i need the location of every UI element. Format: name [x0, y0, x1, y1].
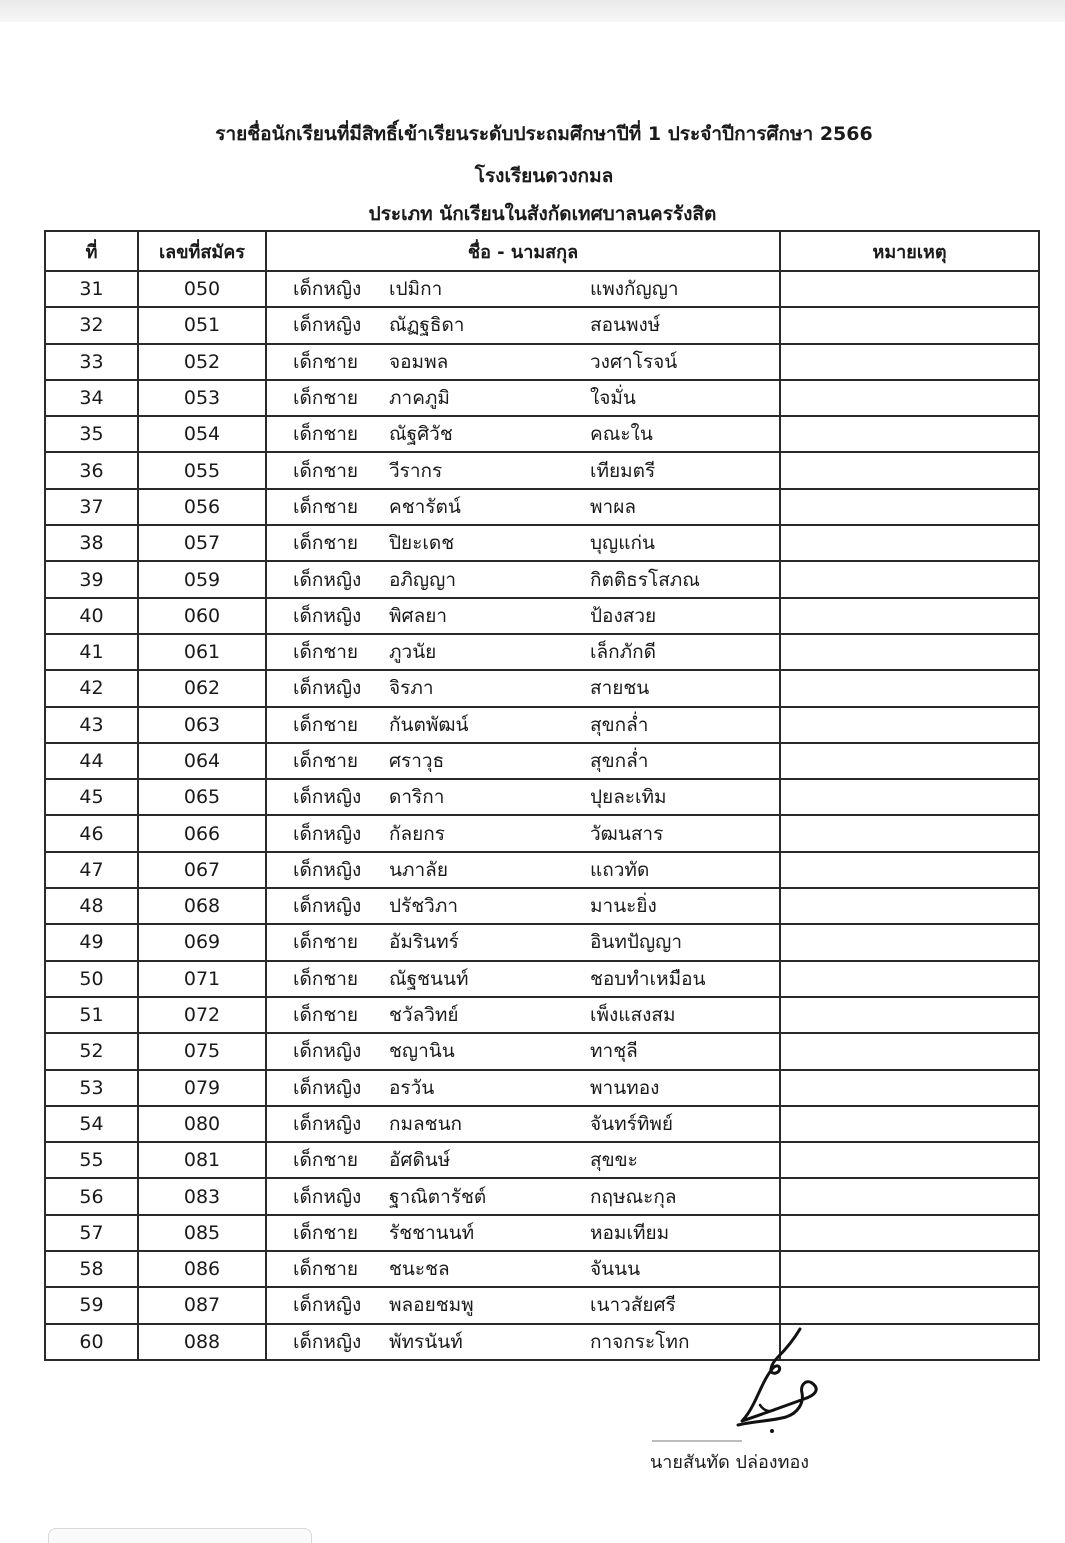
- last-name: กาจกระโทก: [590, 1330, 690, 1353]
- row-number: 59: [45, 1287, 138, 1323]
- student-name: [266, 743, 780, 779]
- name-title: เด็กชาย: [293, 423, 359, 446]
- application-number: 053: [138, 380, 266, 416]
- application-number: 080: [138, 1106, 266, 1142]
- row-number: 33: [45, 344, 138, 380]
- name-title: เด็กหญิง: [293, 1185, 362, 1208]
- name-title: เด็กหญิง: [293, 604, 362, 627]
- remarks-cell: [780, 307, 1039, 343]
- application-number: 079: [138, 1070, 266, 1106]
- first-name: อรวัน: [389, 1076, 435, 1099]
- first-name: กัลยกร: [389, 822, 445, 845]
- table-row: [45, 852, 1039, 888]
- application-number: 051: [138, 307, 266, 343]
- name-title: เด็กชาย: [293, 350, 359, 373]
- row-number: 37: [45, 489, 138, 525]
- name-title: เด็กหญิง: [293, 1040, 362, 1063]
- header-no: ที่: [45, 231, 138, 271]
- name-title: เด็กหญิง: [293, 1112, 362, 1135]
- row-number: 43: [45, 707, 138, 743]
- row-number: 57: [45, 1215, 138, 1251]
- first-name: ปิยะเดช: [389, 532, 455, 555]
- remarks-cell: [780, 852, 1039, 888]
- student-name: [266, 924, 780, 960]
- remarks-cell: [780, 1033, 1039, 1069]
- table-row: [45, 561, 1039, 597]
- table-row: [45, 1324, 1039, 1360]
- last-name: ทาชุลี: [590, 1040, 638, 1063]
- application-number: 071: [138, 961, 266, 997]
- row-number: 50: [45, 961, 138, 997]
- row-number: 40: [45, 598, 138, 634]
- row-number: 39: [45, 561, 138, 597]
- row-number: 48: [45, 888, 138, 924]
- first-name: ชวัลวิทย์: [389, 1004, 459, 1027]
- table-row: [45, 707, 1039, 743]
- first-name: ฐาณิตารัชต์: [389, 1185, 487, 1208]
- last-name: สุขขะ: [590, 1149, 638, 1172]
- table-row: [45, 380, 1039, 416]
- last-name: สุขกล่ำ: [590, 750, 649, 772]
- last-name: คณะใน: [590, 423, 653, 446]
- first-name: ชญานิน: [389, 1040, 455, 1063]
- header-name: ชื่อ - นามสกุล: [266, 231, 780, 271]
- remarks-cell: [780, 416, 1039, 452]
- table-row: [45, 271, 1039, 307]
- row-number: 60: [45, 1324, 138, 1360]
- bottom-edge-tab: [48, 1528, 312, 1543]
- last-name: สายชน: [590, 677, 650, 700]
- name-title: เด็กหญิง: [293, 568, 362, 591]
- row-number: 49: [45, 924, 138, 960]
- name-title: เด็กชาย: [293, 459, 359, 482]
- first-name: ศราวุธ: [389, 750, 445, 772]
- table-row: [45, 997, 1039, 1033]
- student-name: [266, 489, 780, 525]
- application-number: 086: [138, 1251, 266, 1287]
- application-number: 075: [138, 1033, 266, 1069]
- last-name: แถวทัด: [590, 858, 650, 881]
- name-title: เด็กชาย: [293, 750, 359, 772]
- row-number: 34: [45, 380, 138, 416]
- table-row: [45, 416, 1039, 452]
- name-title: เด็กชาย: [293, 387, 359, 410]
- application-number: 055: [138, 452, 266, 488]
- first-name: ณัฐศิวัช: [389, 423, 453, 446]
- remarks-cell: [780, 1142, 1039, 1178]
- student-roster-table: [44, 230, 1040, 1361]
- table-row: [45, 779, 1039, 815]
- table-row: [45, 598, 1039, 634]
- application-number: 072: [138, 997, 266, 1033]
- last-name: อินทปัญญา: [590, 931, 683, 954]
- student-name: [266, 670, 780, 706]
- remarks-cell: [780, 997, 1039, 1033]
- last-name: จันนน: [590, 1258, 641, 1281]
- last-name: ใจมั่น: [590, 387, 636, 410]
- student-name: [266, 779, 780, 815]
- row-number: 42: [45, 670, 138, 706]
- header-remarks: หมายเหตุ: [780, 231, 1039, 271]
- application-number: 054: [138, 416, 266, 452]
- table-row: [45, 344, 1039, 380]
- student-name: [266, 1287, 780, 1323]
- remarks-cell: [780, 815, 1039, 851]
- application-number: 062: [138, 670, 266, 706]
- remarks-cell: [780, 561, 1039, 597]
- last-name: วงศาโรจน์: [590, 350, 678, 373]
- name-title: เด็กชาย: [293, 1258, 359, 1281]
- student-name: [266, 997, 780, 1033]
- remarks-cell: [780, 1287, 1039, 1323]
- name-title: เด็กชาย: [293, 495, 359, 518]
- application-number: 083: [138, 1178, 266, 1214]
- application-number: 065: [138, 779, 266, 815]
- last-name: สุขกล่ำ: [590, 713, 649, 736]
- name-title: เด็กชาย: [293, 532, 359, 555]
- remarks-cell: [780, 525, 1039, 561]
- name-title: เด็กหญิง: [293, 677, 362, 700]
- row-number: 52: [45, 1033, 138, 1069]
- row-number: 56: [45, 1178, 138, 1214]
- name-title: เด็กหญิง: [293, 786, 362, 809]
- last-name: เนาวสัยศรี: [590, 1294, 676, 1317]
- last-name: มานะยิ่ง: [590, 895, 657, 918]
- row-number: 47: [45, 852, 138, 888]
- table-row: [45, 1251, 1039, 1287]
- name-title: เด็กชาย: [293, 1149, 359, 1172]
- student-name: [266, 961, 780, 997]
- name-title: เด็กชาย: [293, 1004, 359, 1027]
- last-name: แพงกัญญา: [590, 278, 679, 301]
- last-name: จันทร์ทิพย์: [590, 1112, 674, 1135]
- student-name: [266, 307, 780, 343]
- table-row: [45, 489, 1039, 525]
- student-name: [266, 561, 780, 597]
- student-name: [266, 1106, 780, 1142]
- student-name: [266, 380, 780, 416]
- remarks-cell: [780, 452, 1039, 488]
- application-number: 056: [138, 489, 266, 525]
- table-row: [45, 634, 1039, 670]
- student-name: [266, 271, 780, 307]
- table-row: [45, 452, 1039, 488]
- row-number: 46: [45, 815, 138, 851]
- first-name: นภาลัย: [389, 858, 448, 881]
- student-name: [266, 1324, 780, 1360]
- remarks-cell: [780, 489, 1039, 525]
- student-name: [266, 1070, 780, 1106]
- last-name: วัฒนสาร: [590, 822, 664, 845]
- name-title: เด็กหญิง: [293, 1294, 362, 1317]
- table-row: [45, 1287, 1039, 1323]
- document-title: รายชื่อนักเรียนที่มีสิทธิ์เข้าเรียนระดับประถมศึกษาปีที่ 1 ประจำปีการศึกษา 2566: [215, 123, 873, 145]
- application-number: 059: [138, 561, 266, 597]
- student-category: ประเภท นักเรียนในสังกัดเทศบาลนครรังสิต: [368, 203, 717, 225]
- first-name: อัมรินทร์: [389, 931, 459, 954]
- student-name: [266, 815, 780, 851]
- table-row: [45, 1215, 1039, 1251]
- last-name: ปุยละเทิม: [590, 786, 667, 809]
- first-name: พิศลยา: [389, 604, 448, 627]
- name-title: เด็กชาย: [293, 931, 359, 954]
- name-title: เด็กหญิง: [293, 1330, 362, 1353]
- remarks-cell: [780, 743, 1039, 779]
- row-number: 54: [45, 1106, 138, 1142]
- application-number: 050: [138, 271, 266, 307]
- first-name: ภาคภูมิ: [389, 387, 450, 410]
- remarks-cell: [780, 707, 1039, 743]
- application-number: 057: [138, 525, 266, 561]
- header-application-no: เลขที่สมัคร: [138, 231, 266, 271]
- remarks-cell: [780, 598, 1039, 634]
- student-name: [266, 1142, 780, 1178]
- remarks-cell: [780, 1178, 1039, 1214]
- remarks-cell: [780, 1215, 1039, 1251]
- first-name: พัทรนันท์: [389, 1330, 463, 1353]
- table-row: [45, 815, 1039, 851]
- last-name: เล็กภักดี: [590, 641, 657, 664]
- remarks-cell: [780, 670, 1039, 706]
- first-name: จอมพล: [389, 350, 449, 373]
- student-name: [266, 344, 780, 380]
- row-number: 35: [45, 416, 138, 452]
- remarks-cell: [780, 924, 1039, 960]
- row-number: 32: [45, 307, 138, 343]
- last-name: เทียมตรี: [590, 459, 656, 482]
- signature-mark: [720, 1325, 830, 1437]
- row-number: 51: [45, 997, 138, 1033]
- application-number: 052: [138, 344, 266, 380]
- table-row: [45, 961, 1039, 997]
- name-title: เด็กชาย: [293, 713, 359, 736]
- row-number: 55: [45, 1142, 138, 1178]
- last-name: เพ็งแสงสม: [590, 1004, 676, 1027]
- last-name: สอนพงษ์: [590, 314, 661, 337]
- school-name: โรงเรียนดวงกมล: [474, 165, 614, 187]
- last-name: หอมเทียม: [590, 1221, 670, 1244]
- last-name: ป้องสวย: [590, 604, 657, 627]
- remarks-cell: [780, 1106, 1039, 1142]
- remarks-cell: [780, 1251, 1039, 1287]
- table-row: [45, 888, 1039, 924]
- row-number: 58: [45, 1251, 138, 1287]
- last-name: กฤษณะกุล: [590, 1185, 677, 1208]
- first-name: ณัฏฐธิดา: [389, 314, 465, 337]
- first-name: กันตพัฒน์: [389, 713, 469, 736]
- first-name: อัศดินษ์: [389, 1149, 451, 1172]
- table-row: [45, 1106, 1039, 1142]
- student-name: [266, 634, 780, 670]
- first-name: ชนะชล: [389, 1258, 450, 1281]
- student-name: [266, 852, 780, 888]
- row-number: 44: [45, 743, 138, 779]
- table-row: [45, 1070, 1039, 1106]
- application-number: 063: [138, 707, 266, 743]
- remarks-cell: [780, 634, 1039, 670]
- first-name: วีรากร: [389, 459, 443, 482]
- remarks-cell: [780, 380, 1039, 416]
- application-number: 067: [138, 852, 266, 888]
- first-name: ณัฐชนนท์: [389, 967, 469, 990]
- table-row: [45, 1178, 1039, 1214]
- application-number: 066: [138, 815, 266, 851]
- first-name: รัชชานนท์: [389, 1221, 475, 1244]
- application-number: 069: [138, 924, 266, 960]
- student-name: [266, 452, 780, 488]
- first-name: ดาริกา: [389, 786, 445, 809]
- last-name: พานทอง: [590, 1076, 660, 1099]
- application-number: 061: [138, 634, 266, 670]
- name-title: เด็กหญิง: [293, 314, 362, 337]
- name-title: เด็กหญิง: [293, 822, 362, 845]
- signature-line: [652, 1440, 742, 1442]
- row-number: 36: [45, 452, 138, 488]
- application-number: 060: [138, 598, 266, 634]
- student-name: [266, 1215, 780, 1251]
- row-number: 45: [45, 779, 138, 815]
- name-title: เด็กหญิง: [293, 278, 362, 301]
- application-number: 081: [138, 1142, 266, 1178]
- roster-body: [45, 271, 1039, 1360]
- last-name: ชอบทำเหมือน: [590, 967, 706, 990]
- table-row: [45, 1142, 1039, 1178]
- remarks-cell: [780, 271, 1039, 307]
- table-row: [45, 307, 1039, 343]
- student-name: [266, 525, 780, 561]
- last-name: พาผล: [590, 495, 636, 518]
- remarks-cell: [780, 888, 1039, 924]
- student-name: [266, 1251, 780, 1287]
- first-name: พลอยชมพู: [389, 1294, 474, 1317]
- student-name: [266, 707, 780, 743]
- student-name: [266, 1033, 780, 1069]
- application-number: 088: [138, 1324, 266, 1360]
- table-row: [45, 525, 1039, 561]
- remarks-cell: [780, 1070, 1039, 1106]
- name-title: เด็กชาย: [293, 1221, 359, 1244]
- top-band: [0, 0, 1065, 22]
- student-name: [266, 598, 780, 634]
- application-number: 064: [138, 743, 266, 779]
- name-title: เด็กชาย: [293, 641, 359, 664]
- name-title: เด็กหญิง: [293, 895, 362, 918]
- table-row: [45, 743, 1039, 779]
- first-name: ปรัชวิภา: [389, 895, 459, 918]
- first-name: คชารัตน์: [389, 495, 461, 518]
- table-header-row: [45, 231, 1039, 271]
- first-name: ภูวนัย: [389, 641, 437, 664]
- last-name: บุญแก่น: [590, 532, 655, 555]
- student-name: [266, 416, 780, 452]
- first-name: อภิญญา: [389, 568, 456, 591]
- name-title: เด็กหญิง: [293, 1076, 362, 1099]
- first-name: เปมิกา: [389, 278, 443, 301]
- remarks-cell: [780, 344, 1039, 380]
- first-name: กมลชนก: [389, 1112, 463, 1135]
- row-number: 38: [45, 525, 138, 561]
- application-number: 068: [138, 888, 266, 924]
- signer-name: นายสันทัด ปล่องทอง: [650, 1452, 810, 1473]
- last-name: กิตติธรโสภณ: [590, 568, 700, 591]
- name-title: เด็กหญิง: [293, 858, 362, 881]
- remarks-cell: [780, 779, 1039, 815]
- table-row: [45, 670, 1039, 706]
- first-name: จิรภา: [389, 677, 434, 700]
- table-row: [45, 924, 1039, 960]
- remarks-cell: [780, 961, 1039, 997]
- row-number: 31: [45, 271, 138, 307]
- row-number: 53: [45, 1070, 138, 1106]
- application-number: 087: [138, 1287, 266, 1323]
- row-number: 41: [45, 634, 138, 670]
- student-name: [266, 1178, 780, 1214]
- application-number: 085: [138, 1215, 266, 1251]
- student-name: [266, 888, 780, 924]
- table-row: [45, 1033, 1039, 1069]
- name-title: เด็กชาย: [293, 967, 359, 990]
